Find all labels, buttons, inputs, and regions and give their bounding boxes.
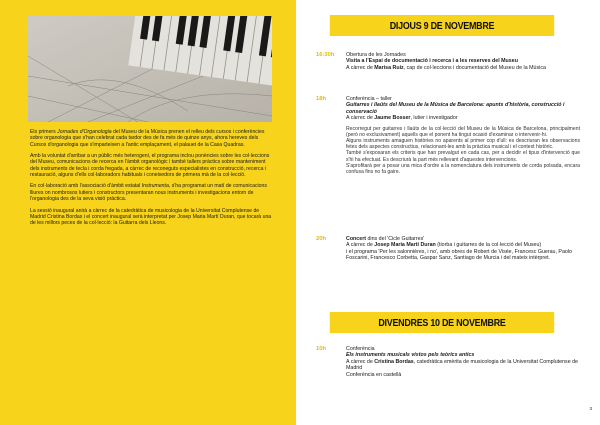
event-description — [346, 126, 580, 176]
event-type: Conferència — [346, 346, 375, 352]
piano-keys-photo — [28, 16, 272, 122]
event-title: Els instruments musicals vistos pels teòrics antics — [346, 352, 475, 359]
event-1630 — [318, 52, 580, 71]
intro-paragraph-1: Els primers Jornades d'Organologia del Museu de la Música prenen el relleu dels cursos i conferències sobre organologia que s'han celebrat cada tardor des de fa més de quinze anys, ahora hereves dels Cursos d'organologia que s'imparteixen a l'antic emplaçament, el palauet de la Casa Quadras. — [30, 129, 265, 148]
day-heading-thursday: DIJOUS 9 DE NOVEMBRE — [330, 15, 554, 36]
event-speaker: A càrrec de Jaume Bosser, lutier i investigador — [346, 115, 458, 122]
intro-text — [30, 129, 272, 232]
event-18h — [318, 96, 580, 175]
event-time: 10h — [316, 346, 326, 352]
intro-paragraph-4: La sessió inaugural anirà a càrrec de la catedràtica de musicologia de la Universitat Complutense de Madrid Cristina Bordas i el concert inaugural serà interpretat per Josep Maria Martí Duran, que tocarà una de les millors peces de la col·lecció: la Guitarra dels Lleons. — [30, 207, 272, 227]
event-speaker: A càrrec de Marisa Ruiz, cap de col·leccions i documentació del Museu de la Música — [346, 64, 546, 71]
description-line: Alguns instruments amaguen històries no aparents al primer cop d'ull: es descriuran les observacions fetes dels aspectes constructius, relacionant-les amb la pràctica musical i el context històric. — [346, 138, 580, 151]
description-line: També s'exposaran els criteris que han prevalgut en cada cas, per a decidir el tipus d'intervenció que s'hi ha efectuat. Es descriurà la part més rellevant d'aquestes intervencions. — [346, 150, 580, 163]
intro-paragraph-3: En col·laboració amb l'associació d'àmbit estatal Instrumenta, s'ha programat un matí de comunicacions lliures on nombrosos lutiers i constructors presentaran nous instruments i investigacions entorn de l'organologia des de la seva visió pràctica. — [30, 183, 267, 203]
event-title: Visita a l'Espai de documentació i recerca i a les reserves del Museu — [346, 58, 518, 65]
event-time: 16:30h — [316, 52, 335, 58]
event-program: i el programa 'Per les salonnières, i no', amb obres de Robert de Visée, Francesc Guerau, Paolo Foscarini, Francesco Corbetta, Gaspar Sanz, Santiago de Murcia i del mateix intèrpret. — [346, 248, 572, 262]
event-10h — [318, 346, 580, 378]
event-time: 20h — [316, 236, 326, 242]
event-20h — [318, 236, 580, 262]
event-type: Obertura de les Jornades — [346, 52, 406, 58]
page-number: 3 — [589, 406, 592, 411]
intro-paragraph-2: Amb la voluntat d'arribar a un públic més heterogeni, el programa inclou ponències sobre les col·leccions del Museu, comunicacions de recerca en l'àmbit organològic i també tallers pràctics sobre manteniment dels instruments de tecla i corda fregada, a càrrec de reconeguts especialistes en construcció, recerca i restauració, alguns d'ells col·laboradors habituals i coneixedors de primera mà de la col·lecció. — [30, 153, 270, 178]
event-time: 18h — [316, 96, 326, 102]
event-language: Conferència en castellà — [346, 371, 402, 378]
event-title: Guitarres i llaüts del Museu de la Música de Barcelona: apunts d'història, construcció i conservació — [346, 102, 565, 115]
piano-keys-image — [28, 16, 272, 122]
day-heading-friday: DIVENDRES 10 DE NOVEMBRE — [330, 312, 554, 333]
description-line: Recorregut per guitarres i llaüts de la col·lecció del Museu de la Música de Barcelona, principalment (però no exclusivament) aquells que el ponent ha tingut ocasió d'examinar o intervenir-hi. — [346, 125, 580, 138]
event-type: Conferència – taller — [346, 96, 392, 102]
left-page — [0, 0, 296, 425]
event-speaker: A càrrec de Cristina Bordas, catedràtica emèrita de musicologia de la Universitat Complutense de Madrid — [346, 358, 579, 372]
event-speaker: A càrrec de Josep Maria Martí Duran (tiorba i guitarres de la col·lecció del Museu) — [346, 242, 542, 249]
description-line: S'aprofitarà per a posar una mica d'ordre a la nomenclatura dels instruments de corda polsada, encara confusa fins no fa gaire. — [346, 162, 580, 176]
event-type: Concert dins del 'Cicle Guitarres' — [346, 236, 425, 242]
